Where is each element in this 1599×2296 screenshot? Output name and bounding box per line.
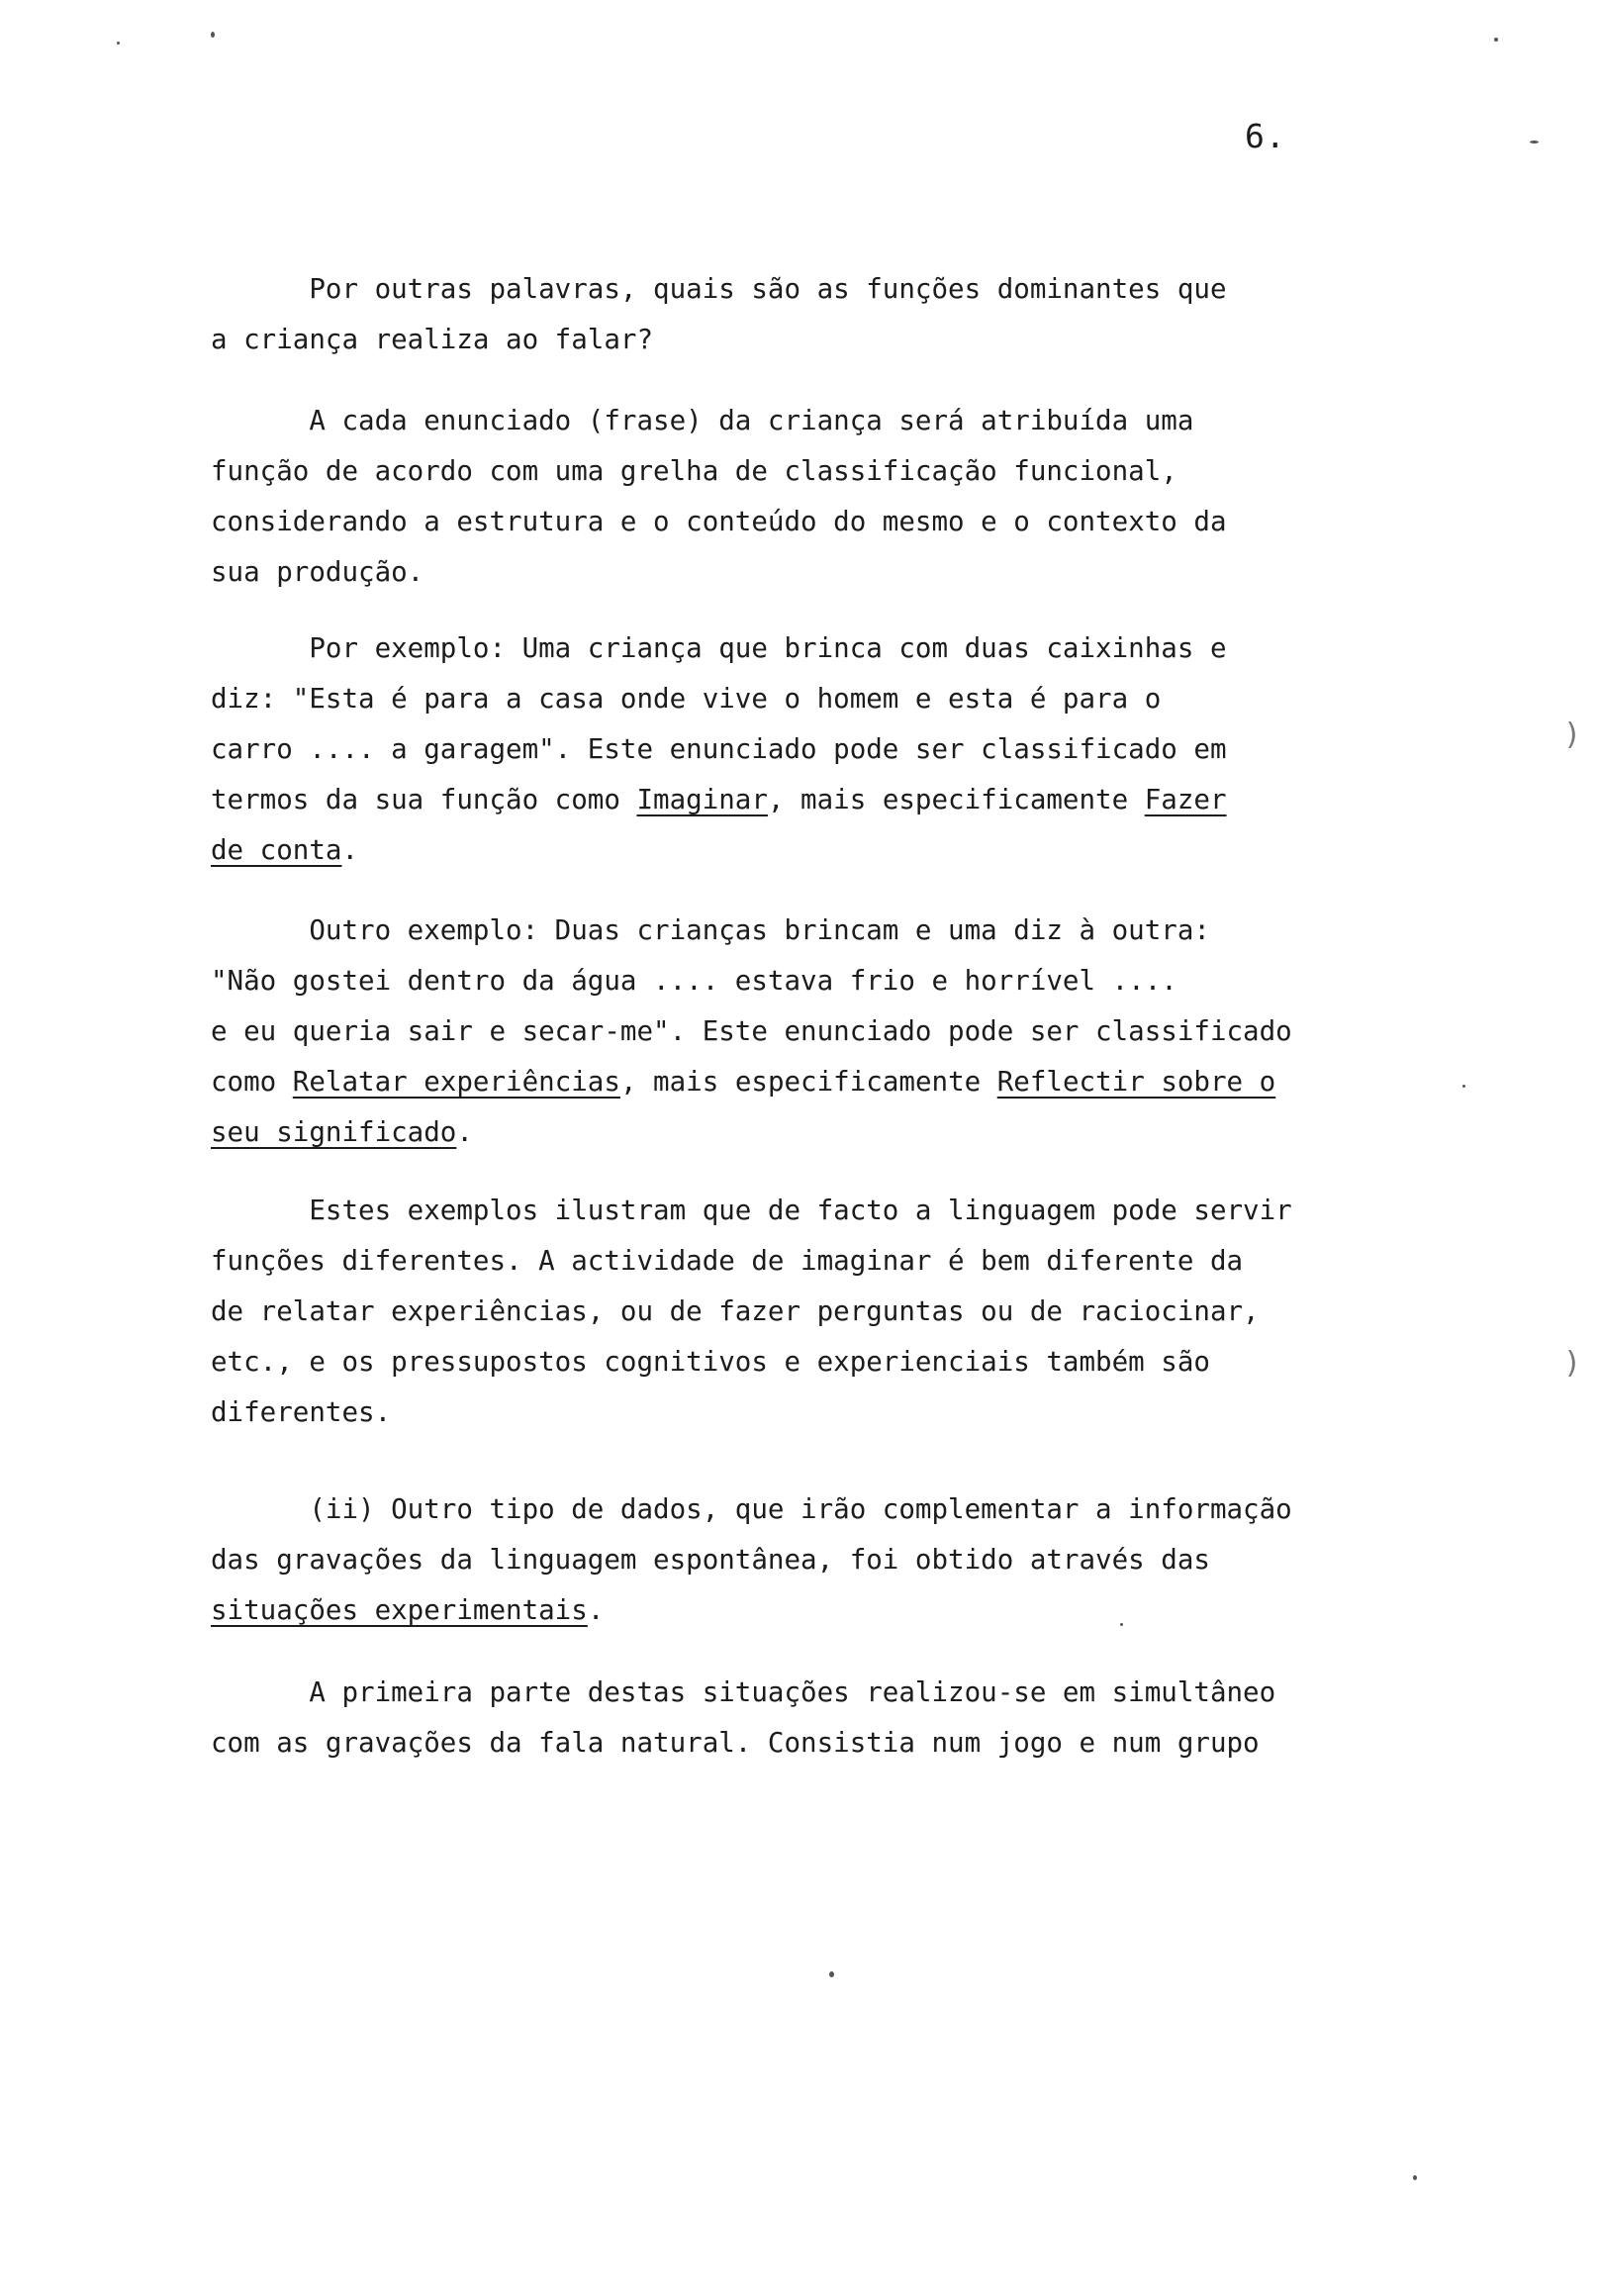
text-line (211, 1057, 1408, 1107)
text-line (211, 674, 1408, 724)
text-segment: carro .... a garagem". Este enunciado pode ser classificado em (211, 733, 1227, 765)
text-line (211, 446, 1408, 497)
text-segment: com as gravações da fala natural. Consistia num jogo e num grupo (211, 1727, 1260, 1759)
text-line (211, 396, 1408, 446)
text-line (211, 1006, 1408, 1057)
text-segment: a criança realiza ao falar? (211, 324, 654, 355)
text-segment: Outro exemplo: Duas crianças brincam e uma diz à outra: (211, 914, 1210, 946)
scan-speck (1413, 2175, 1417, 2180)
text-segment: sua produção. (211, 556, 424, 588)
text-segment: Estes exemplos ilustram que de facto a linguagem pode servir (211, 1195, 1292, 1226)
text-segment: , mais especificamente (619, 1066, 997, 1098)
paragraph-6 (211, 1484, 1408, 1636)
text-line (211, 623, 1408, 674)
text-line (211, 497, 1408, 547)
underlined-term: Fazer (1144, 784, 1227, 815)
underlined-term: seu significado (211, 1116, 457, 1148)
scan-speck (829, 1971, 834, 1977)
scan-speck (1120, 1623, 1123, 1626)
text-line (211, 956, 1408, 1006)
text-line (211, 1337, 1408, 1387)
text-segment: diferentes. (211, 1396, 392, 1428)
margin-mark: ) (1563, 718, 1582, 752)
text-segment: . (587, 1594, 605, 1626)
text-line (211, 315, 1408, 365)
paragraph-1 (211, 264, 1408, 365)
text-segment: etc., e os pressupostos cognitivos e experienciais também são (211, 1346, 1210, 1378)
text-line (211, 1535, 1408, 1585)
text-line (211, 1236, 1408, 1287)
text-segment: . (456, 1116, 473, 1148)
text-line (211, 825, 1408, 876)
scan-speck (1462, 1085, 1465, 1088)
text-segment: diz: "Esta é para a casa onde vive o homem e esta é para o (211, 683, 1162, 715)
underlined-term: de conta (211, 834, 342, 866)
margin-mark: ) (1563, 1346, 1582, 1381)
text-line (211, 775, 1408, 825)
text-line (211, 1387, 1408, 1438)
paragraph-5 (211, 1186, 1408, 1438)
text-line (211, 547, 1408, 598)
text-segment: . (341, 834, 359, 866)
text-segment: A primeira parte destas situações realizou-se em simultâneo (211, 1676, 1276, 1708)
paragraph-7 (211, 1668, 1408, 1769)
scan-speck (1494, 38, 1498, 42)
text-line (211, 1484, 1408, 1535)
text-line (211, 1186, 1408, 1236)
text-segment: A cada enunciado (frase) da criança será atribuída uma (211, 405, 1194, 436)
text-segment: , mais especificamente (767, 784, 1145, 815)
text-segment: considerando a estrutura e o conteúdo do mesmo e o contexto da (211, 506, 1227, 537)
text-line (211, 1668, 1408, 1718)
text-segment: "Não gostei dentro da água .... estava frio e horrível .... (211, 965, 1177, 997)
text-line (211, 1287, 1408, 1337)
page-number: 6. (1245, 117, 1286, 155)
underlined-term: situações experimentais (211, 1594, 588, 1626)
text-segment: de relatar experiências, ou de fazer perguntas ou de raciocinar, (211, 1295, 1260, 1327)
underlined-term: Imaginar (636, 784, 768, 815)
scan-speck (211, 32, 215, 38)
text-segment: Por outras palavras, quais são as funções dominantes que (211, 273, 1227, 305)
text-line (211, 906, 1408, 956)
scan-speck (117, 42, 120, 45)
scan-speck (1530, 141, 1539, 144)
text-line (211, 724, 1408, 775)
text-segment: e eu queria sair e secar-me". Este enunciado pode ser classificado (211, 1015, 1292, 1047)
text-segment: (ii) Outro tipo de dados, que irão complementar a informação (211, 1493, 1292, 1525)
text-line (211, 1585, 1408, 1636)
text-line (211, 1107, 1408, 1158)
text-segment: como (211, 1066, 293, 1098)
paragraph-2 (211, 396, 1408, 598)
text-segment: funções diferentes. A actividade de imaginar é bem diferente da (211, 1245, 1244, 1277)
paragraph-4 (211, 906, 1408, 1158)
text-segment: Por exemplo: Uma criança que brinca com duas caixinhas e (211, 632, 1227, 664)
text-line (211, 264, 1408, 315)
text-segment: função de acordo com uma grelha de classificação funcional, (211, 455, 1177, 487)
text-segment: das gravações da linguagem espontânea, foi obtido através das (211, 1544, 1210, 1576)
text-line (211, 1718, 1408, 1769)
paragraph-3 (211, 623, 1408, 876)
underlined-term: Relatar experiências (292, 1066, 620, 1098)
underlined-term: Reflectir sobre o (996, 1066, 1276, 1098)
text-segment: termos da sua função como (211, 784, 637, 815)
